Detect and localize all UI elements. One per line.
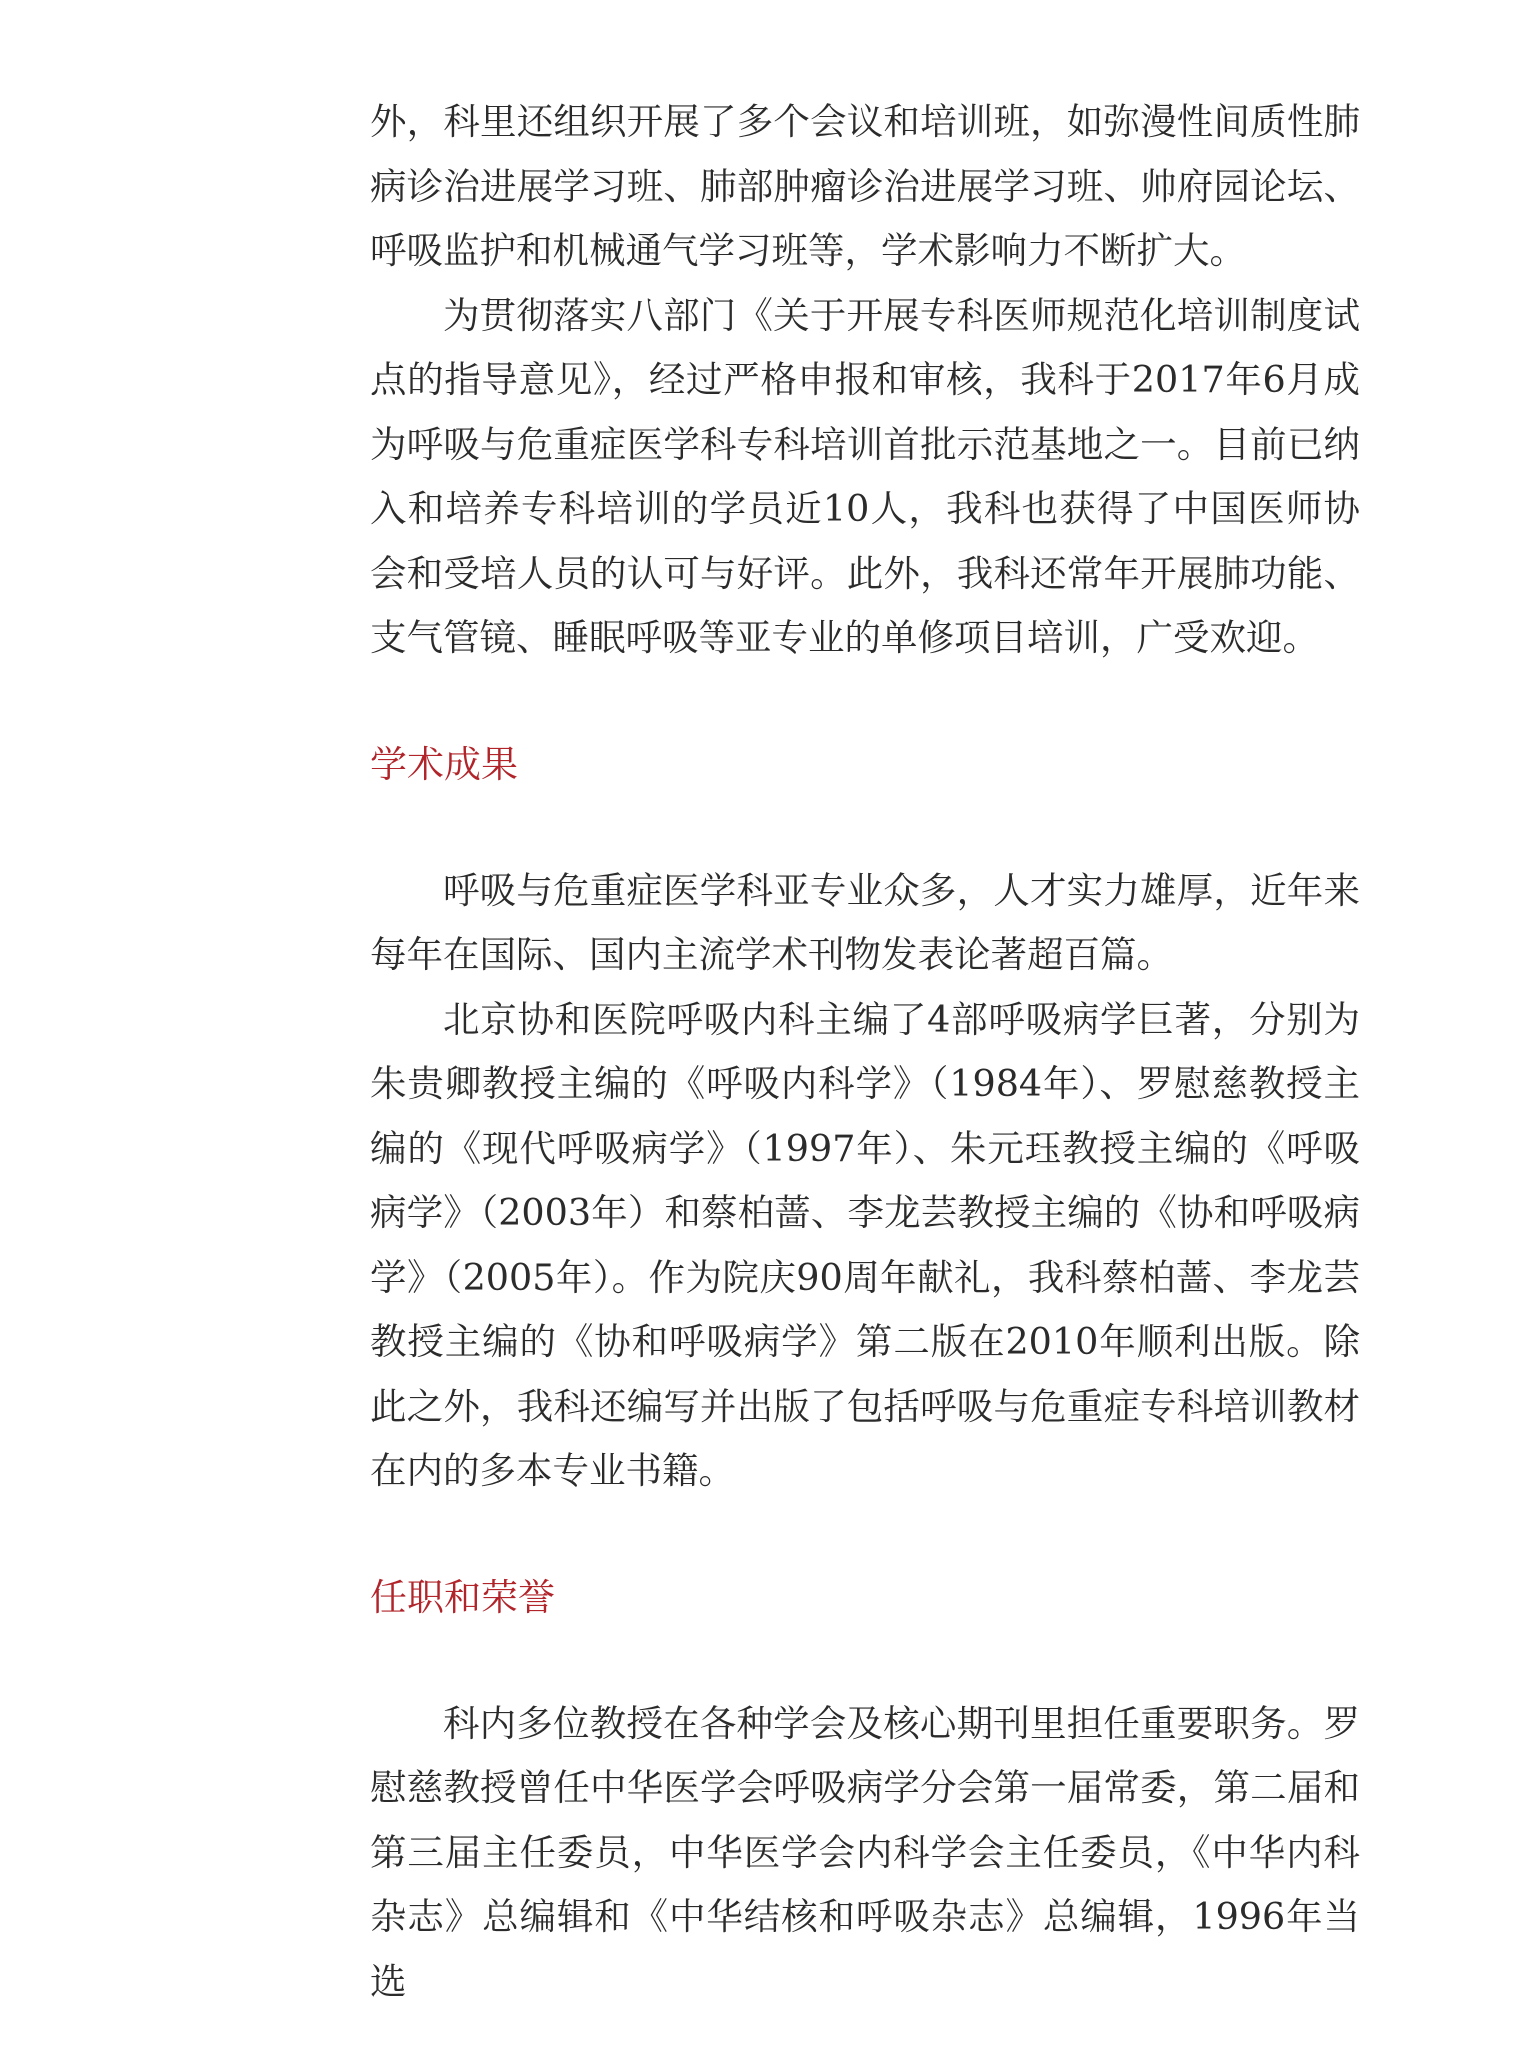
paragraph-continued: 外，科里还组织开展了多个会议和培训班，如弥漫性间质性肺病诊治进展学习班、肺部肿瘤诊治进展学习班、帅府园论坛、呼吸监护和机械通气学习班等，学术影响力不断扩大。 xyxy=(370,100,1360,272)
paragraph-specialist-training: 为贯彻落实八部门《关于开展专科医师规范化培训制度试点的指导意见》，经过严格申报和审核，我科于2017年6月成为呼吸与危重症医学科专科培训首批示范基地之一。目前已纳入和培养专科培训的学员近10人，我科也获得了中国医师协会和受培人员的认可与好评。此外，我科还常年开展肺功能、支气管镜、睡眠呼吸等亚专业的单修项目培训，广受欢迎。 xyxy=(370,293,1360,659)
paragraph-academic-publications: 呼吸与危重症医学科亚专业众多，人才实力雄厚，近年来每年在国际、国内主流学术刊物发表论著超百篇。 xyxy=(370,868,1360,976)
section-heading-honors: 任职和荣誉 xyxy=(370,1575,555,1619)
paragraph-honors-positions: 科内多位教授在各种学会及核心期刊里担任重要职务。罗慰慈教授曾任中华医学会呼吸病学分会第一届常委，第二届和第三届主任委员，中华医学会内科学会主任委员，《中华内科杂志》总编辑和《中华结核和呼吸杂志》总编辑，1996年当选 xyxy=(370,1701,1360,2003)
section-heading-academic: 学术成果 xyxy=(370,742,518,786)
page-content xyxy=(370,90,1360,2014)
paragraph-academic-books: 北京协和医院呼吸内科主编了4部呼吸病学巨著，分别为朱贵卿教授主编的《呼吸内科学》（1984年）、罗慰慈教授主编的《现代呼吸病学》（1997年）、朱元珏教授主编的《呼吸病学》（2003年）和蔡柏蔷、李龙芸教授主编的《协和呼吸病学》（2005年）。作为院庆90周年献礼，我科蔡柏蔷、李龙芸教授主编的《协和呼吸病学》第二版在2010年顺利出版。除此之外，我科还编写并出版了包括呼吸与危重症专科培训教材在内的多本专业书籍。 xyxy=(370,997,1360,1492)
